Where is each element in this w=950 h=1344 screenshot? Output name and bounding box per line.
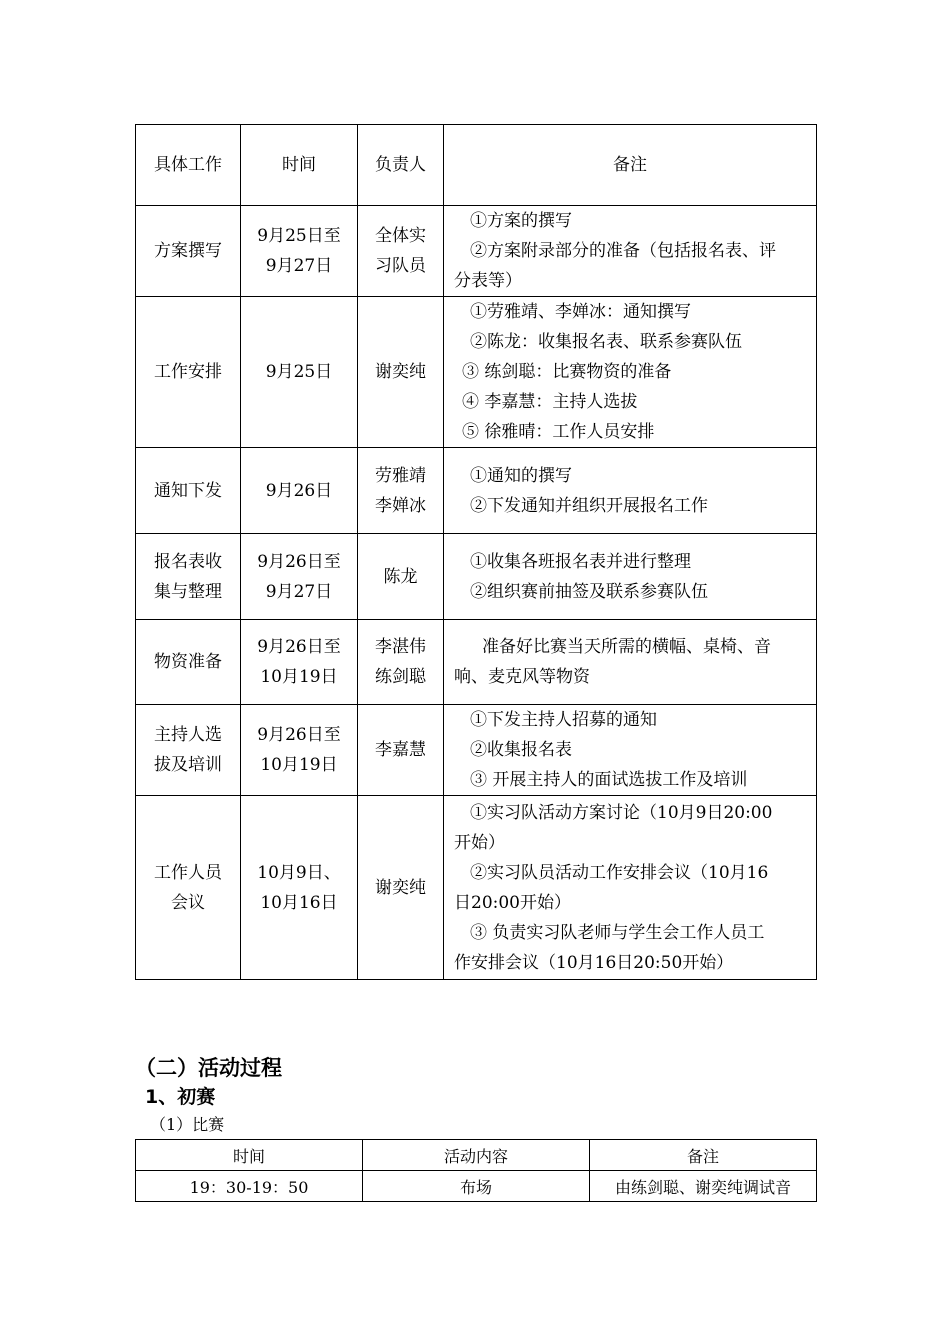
table-header-row xyxy=(136,1140,817,1171)
cell-notes xyxy=(444,534,817,620)
race-schedule-table xyxy=(135,1139,817,1202)
cell-time-line: 9月25日 xyxy=(265,362,333,382)
sub-subsection-title: （1）比赛 xyxy=(150,1115,225,1134)
cell-owner xyxy=(358,448,444,534)
note-line: ③ 练剑聪：比赛物资的准备 xyxy=(462,362,672,382)
cell-notes: 由练剑聪、谢奕纯调试音 xyxy=(590,1171,817,1202)
section-title: （二）活动过程 xyxy=(135,1056,282,1080)
cell-time-line: 9月27日 xyxy=(265,256,333,276)
cell-owner-line: 陈龙 xyxy=(383,566,418,587)
cell-task-line: 工作安排 xyxy=(154,362,222,382)
table-row xyxy=(136,620,817,705)
note-line: ②组织赛前抽签及联系参赛队伍 xyxy=(470,581,708,602)
cell-task xyxy=(136,620,241,705)
cell-task xyxy=(136,705,241,796)
cell-time xyxy=(241,448,358,534)
cell-time-line: 10月19日 xyxy=(260,667,338,687)
cell-task xyxy=(136,796,241,980)
note-line: ①收集各班报名表并进行整理 xyxy=(470,551,691,572)
header-time: 时间 xyxy=(136,1140,363,1171)
cell-notes xyxy=(444,448,817,534)
cell-time-line: 9月26日至 xyxy=(257,637,341,657)
note-line: ⑤ 徐雅晴：工作人员安排 xyxy=(462,422,655,442)
cell-time-line: 9月27日 xyxy=(265,581,333,602)
header-time: 时间 xyxy=(241,125,358,206)
note-line: 准备好比赛当天所需的横幅、桌椅、音 xyxy=(482,637,771,657)
note-line: ①通知的撰写 xyxy=(470,465,572,486)
cell-notes xyxy=(444,620,817,705)
cell-task xyxy=(136,534,241,620)
cell-owner-line: 全体实 xyxy=(375,226,426,246)
cell-owner xyxy=(358,620,444,705)
note-line: ①方案的撰写 xyxy=(470,211,572,231)
note-line: ②收集报名表 xyxy=(470,740,572,760)
cell-time xyxy=(241,796,358,980)
table-row xyxy=(136,1171,817,1202)
note-line: 作安排会议（10月16日20:50开始） xyxy=(454,952,734,973)
cell-time-line: 9月26日至 xyxy=(257,725,341,745)
cell-owner-line: 谢奕纯 xyxy=(375,877,426,898)
note-line: 分表等） xyxy=(454,271,522,291)
cell-owner-line: 练剑聪 xyxy=(375,667,426,687)
cell-owner-line: 劳雅靖 xyxy=(375,465,426,486)
header-owner: 负责人 xyxy=(358,125,444,206)
cell-time xyxy=(241,534,358,620)
cell-task xyxy=(136,206,241,297)
cell-notes xyxy=(444,297,817,448)
cell-task-line: 主持人选 xyxy=(154,725,222,745)
note-line: ③ 开展主持人的面试选拔工作及培训 xyxy=(470,770,748,790)
note-line: 日20:00开始） xyxy=(454,892,571,913)
cell-time-line: 9月25日至 xyxy=(257,226,341,246)
cell-time xyxy=(241,297,358,448)
table-row xyxy=(136,448,817,534)
cell-task xyxy=(136,297,241,448)
cell-task-line: 物资准备 xyxy=(154,652,222,672)
cell-owner-line: 谢奕纯 xyxy=(375,362,426,382)
cell-owner-line: 李嘉慧 xyxy=(375,740,426,760)
cell-owner-line: 李湛伟 xyxy=(375,637,426,657)
cell-task-line: 集与整理 xyxy=(154,581,222,602)
cell-task-line: 通知下发 xyxy=(154,480,222,501)
cell-notes xyxy=(444,206,817,297)
work-plan-table xyxy=(135,124,817,980)
cell-time-line: 9月26日 xyxy=(265,480,333,501)
note-line: 响、麦克风等物资 xyxy=(454,667,590,687)
note-line: ③ 负责实习队老师与学生会工作人员工 xyxy=(470,922,765,943)
header-notes: 备注 xyxy=(590,1140,817,1171)
cell-time: 19：30-19：50 xyxy=(136,1171,363,1202)
header-notes: 备注 xyxy=(444,125,817,206)
cell-owner xyxy=(358,297,444,448)
note-line: 开始） xyxy=(454,832,505,853)
cell-owner xyxy=(358,705,444,796)
cell-notes xyxy=(444,705,817,796)
note-line: ②下发通知并组织开展报名工作 xyxy=(470,495,708,516)
cell-time xyxy=(241,620,358,705)
note-line: ①下发主持人招募的通知 xyxy=(470,710,657,730)
header-task: 具体工作 xyxy=(136,125,241,206)
cell-task-line: 工作人员 xyxy=(154,862,222,883)
cell-task-line: 报名表收 xyxy=(154,551,222,572)
cell-time xyxy=(241,705,358,796)
cell-task-line: 会议 xyxy=(171,892,205,913)
cell-time-line: 9月26日至 xyxy=(257,551,341,572)
table-row xyxy=(136,297,817,448)
cell-owner-line: 李婵冰 xyxy=(375,495,426,516)
header-content: 活动内容 xyxy=(363,1140,590,1171)
table-row xyxy=(136,534,817,620)
cell-time xyxy=(241,206,358,297)
cell-notes xyxy=(444,796,817,980)
note-line: ②实习队员活动工作安排会议（10月16 xyxy=(470,862,769,883)
cell-time-line: 10月9日、 xyxy=(257,862,341,883)
note-line: ①劳雅靖、李婵冰：通知撰写 xyxy=(470,302,691,322)
cell-owner xyxy=(358,796,444,980)
cell-task-line: 拔及培训 xyxy=(154,755,222,775)
subsection-title: 1、初赛 xyxy=(145,1086,216,1108)
cell-time-line: 10月16日 xyxy=(260,892,338,913)
cell-owner xyxy=(358,534,444,620)
cell-task xyxy=(136,448,241,534)
cell-owner xyxy=(358,206,444,297)
note-line: ②陈龙：收集报名表、联系参赛队伍 xyxy=(470,332,742,352)
table-row xyxy=(136,705,817,796)
cell-time-line: 10月19日 xyxy=(260,755,338,775)
cell-owner-line: 习队员 xyxy=(375,256,426,276)
table-header-row xyxy=(136,125,817,206)
table-row xyxy=(136,796,817,980)
note-line: ②方案附录部分的准备（包括报名表、评 xyxy=(470,241,776,261)
note-line: ④ 李嘉慧：主持人选拔 xyxy=(462,392,638,412)
cell-task-line: 方案撰写 xyxy=(154,241,222,261)
note-line: ①实习队活动方案讨论（10月9日20:00 xyxy=(470,802,773,823)
cell-content: 布场 xyxy=(363,1171,590,1202)
table-row xyxy=(136,206,817,297)
